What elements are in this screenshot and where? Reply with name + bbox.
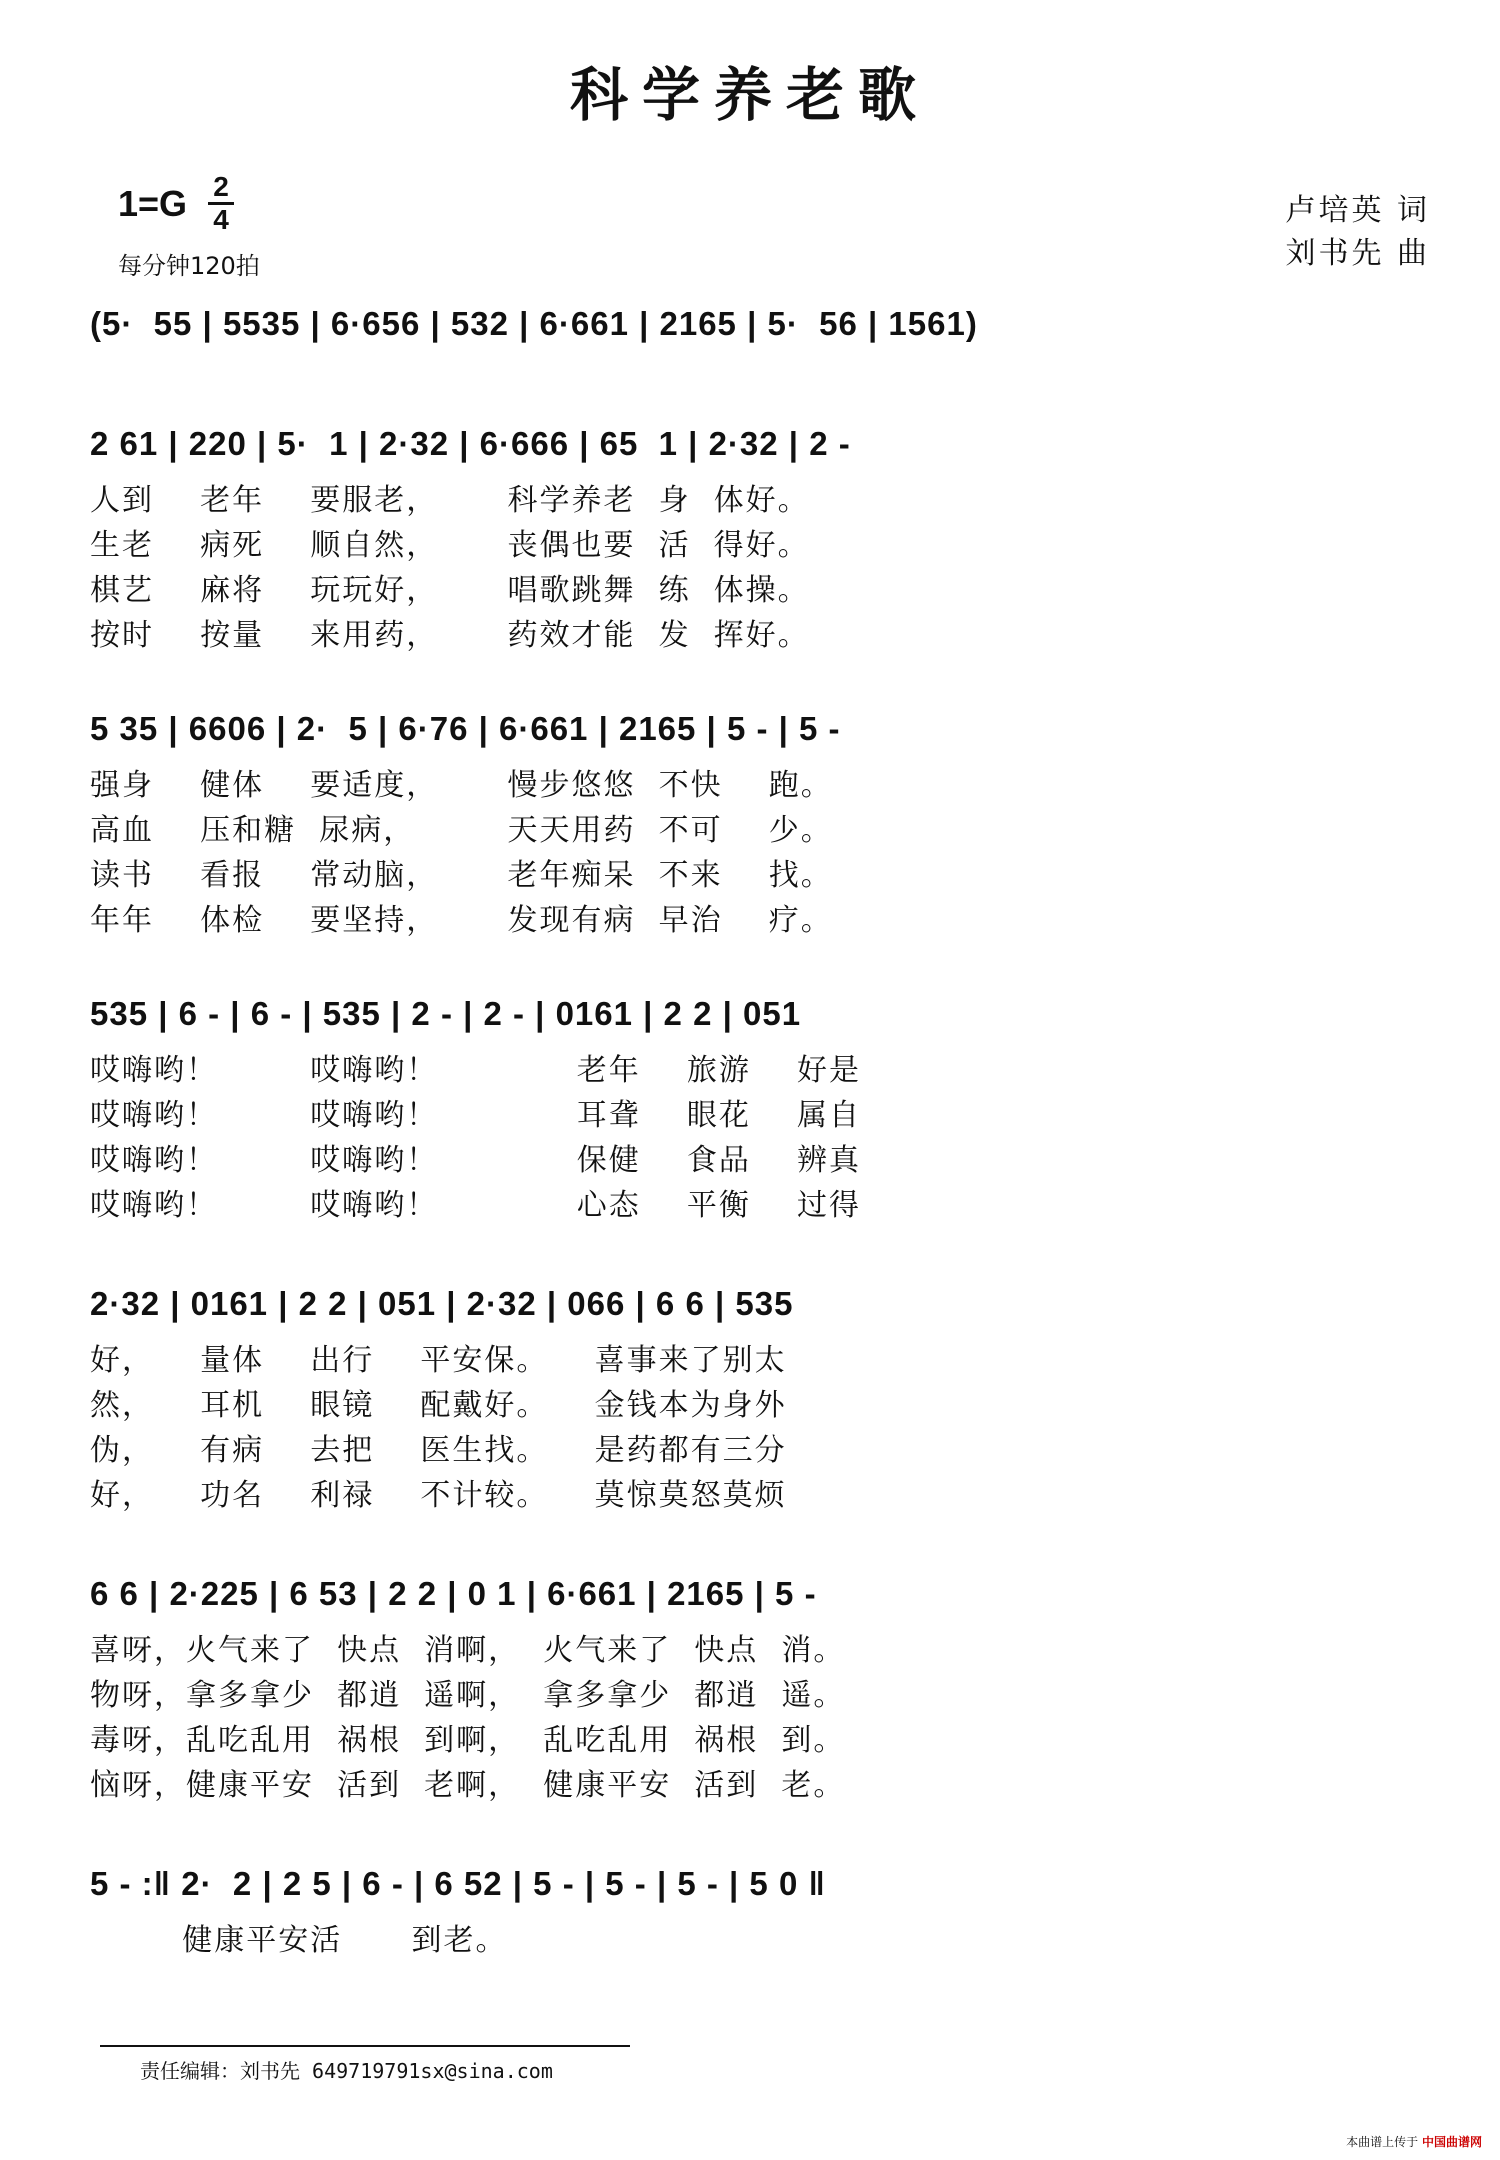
staff-5-lyric-3: 伪， 有病 去把 医生找。 是药都有三分 (90, 1433, 787, 1468)
composer-credit: 刘书先 曲 (1285, 236, 1430, 271)
time-signature (206, 172, 236, 235)
staff-5-lyric-4: 好， 功名 利禄 不计较。 莫惊莫怒莫烦 (90, 1478, 787, 1513)
footer-rule (100, 2045, 630, 2047)
tempo-marking: 每分钟120拍 (118, 252, 260, 280)
editor-credit: 责任编辑：刘书先 649719791sx@sina.com (140, 2059, 553, 2083)
staff-6-lyric-3: 毒呀，乱吃乱用 祸根 到啊， 乱吃乱用 祸根 到。 (90, 1723, 846, 1758)
staff-4-lyric-4: 哎嗨哟！ 哎嗨哟！ 心态 平衡 过得 (90, 1188, 862, 1223)
staff-2-lyric-3: 棋艺 麻将 玩玩好， 唱歌跳舞 练 体操。 (90, 573, 810, 608)
staff-4-lyric-1: 哎嗨哟！ 哎嗨哟！ 老年 旅游 好是 (90, 1053, 862, 1088)
staff-7-notes: 5 - :‖ 2· 2 | 2 5 | 6 - | 6 52 | 5 - | 5 - | 5 - | 5 0 ‖ (90, 1865, 826, 1902)
upload-credit (1346, 2133, 1482, 2150)
staff-6-lyric-4: 恼呀，健康平安 活到 老啊， 健康平安 活到 老。 (90, 1768, 846, 1803)
meter-bottom: 4 (213, 204, 229, 235)
staff-5-notes: 2·32 | 0161 | 2 2 | 051 | 2·32 | 066 | 6 6 | 535 (90, 1285, 794, 1322)
site-logo[interactable]: 中国曲谱网 (1421, 2135, 1482, 2149)
staff-3-lyric-4: 年年 体检 要坚持， 发现有病 早治 疗。 (90, 903, 833, 938)
staff-6-lyric-1: 喜呀，火气来了 快点 消啊， 火气来了 快点 消。 (90, 1633, 846, 1668)
staff-7-lyric-1: 健康平安活 到老。 (90, 1923, 508, 1958)
staff-6-notes: 6 6 | 2·225 | 6 53 | 2 2 | 0 1 | 6·661 | 2165 | 5 - (90, 1575, 817, 1612)
key-signature: 1=G (118, 183, 188, 224)
staff-2-lyric-4: 按时 按量 来用药， 药效才能 发 挥好。 (90, 618, 810, 653)
staff-3-lyric-1: 强身 健体 要适度， 慢步悠悠 不快 跑。 (90, 768, 833, 803)
staff-5-lyric-1: 好， 量体 出行 平安保。 喜事来了别太 (90, 1343, 787, 1378)
staff-4-lyric-2: 哎嗨哟！ 哎嗨哟！ 耳聋 眼花 属自 (90, 1098, 862, 1133)
staff-4-lyric-3: 哎嗨哟！ 哎嗨哟！ 保健 食品 辨真 (90, 1143, 862, 1178)
staff-6-lyric-2: 物呀，拿多拿少 都逍 遥啊， 拿多拿少 都逍 遥。 (90, 1678, 846, 1713)
lyricist-credit: 卢培英 词 (1285, 193, 1430, 228)
meter-top: 2 (213, 171, 229, 202)
staff-4-notes: 535 | 6 - | 6 - | 535 | 2 - | 2 - | 0161 | 2 2 | 051 (90, 995, 802, 1032)
staff-1-notes: (5· 55 | 5535 | 6·656 | 532 | 6·661 | 2165 | 5· 56 | 1561) (90, 305, 978, 342)
staff-3-lyric-2: 高血 压和糖 尿病， 天天用药 不可 少。 (90, 813, 833, 848)
staff-3-lyric-3: 读书 看报 常动脑， 老年痴呆 不来 找。 (90, 858, 833, 893)
song-title: 科学养老歌 (569, 61, 930, 129)
staff-3-notes: 5 35 | 6606 | 2· 5 | 6·76 | 6·661 | 2165 | 5 - | 5 - (90, 710, 841, 747)
staff-2-lyric-1: 人到 老年 要服老， 科学养老 身 体好。 (90, 483, 810, 518)
upload-text: 本曲谱上传于 (1346, 2135, 1419, 2149)
staff-2-lyric-2: 生老 病死 顺自然， 丧偶也要 活 得好。 (90, 528, 810, 563)
staff-5-lyric-2: 然， 耳机 眼镜 配戴好。 金钱本为身外 (90, 1388, 787, 1423)
staff-2-notes: 2 61 | 220 | 5· 1 | 2·32 | 6·666 | 65 1 | 2·32 | 2 - (90, 425, 851, 462)
